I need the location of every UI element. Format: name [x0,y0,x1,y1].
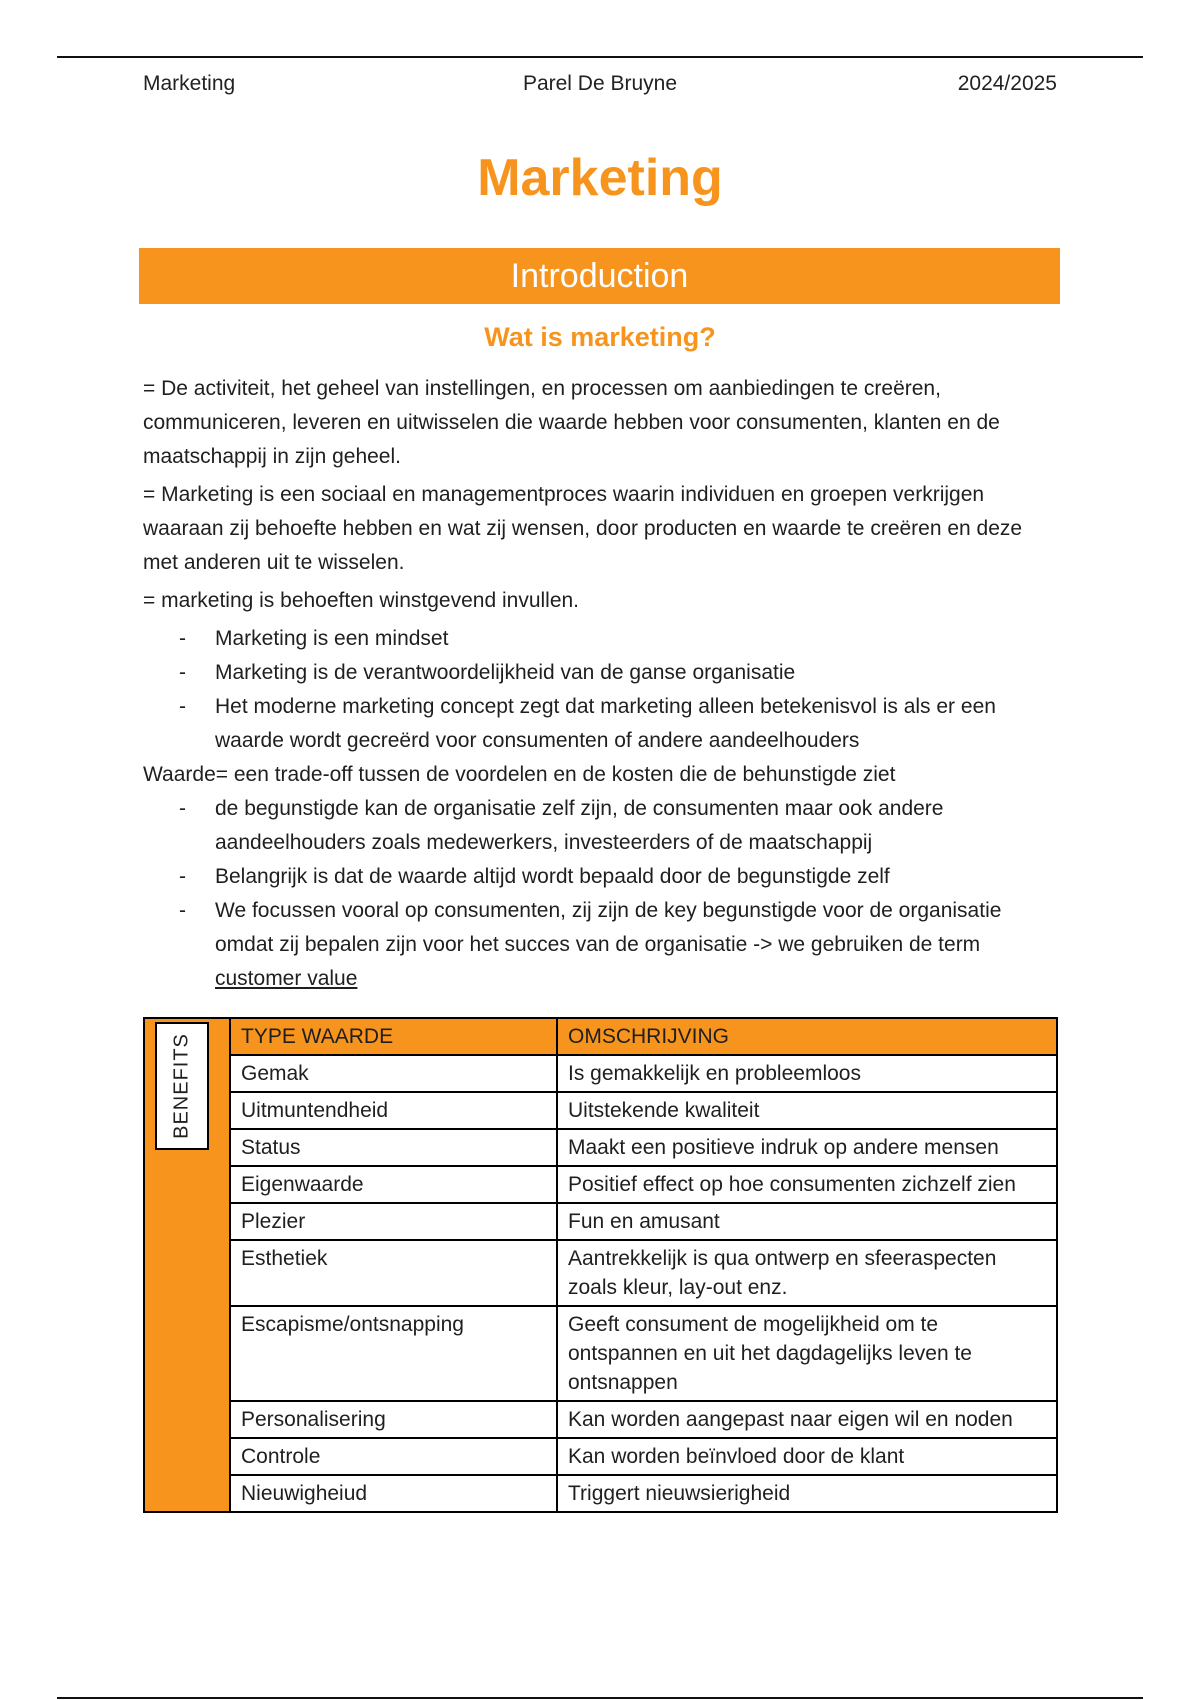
footer-rule [57,1697,1143,1699]
table-row [144,1240,1057,1306]
definition-2: = Marketing is een sociaal en managementproces waarin individuen en groepen verkrijgen waaraan zij behoefte hebben en wat zij wensen, door producten en waarde te creëren en deze met anderen uit te wisselen. [143,483,1023,574]
cell-description: Kan worden aangepast naar eigen wil en noden [557,1401,1057,1438]
header-course: Marketing [143,72,236,95]
list-item: - Het moderne marketing concept zegt dat marketing alleen betekenisvol is als er een waarde wordt gecreërd voor consumenten of andere aandeelhouders [179,695,996,752]
column-header-type: TYPE WAARDE [230,1018,557,1055]
cell-type: Nieuwigheiud [230,1475,557,1512]
benefits-label-box [155,1022,209,1150]
header-rule [57,56,1143,58]
bullet-list-2 [143,792,1058,996]
cell-description: Is gemakkelijk en probleemloos [557,1055,1057,1092]
list-item: - de begunstigde kan de organisatie zelf zijn, de consumenten maar ook andere aandeelhouders zoals medewerkers, investeerders of de maatschappij [179,797,944,854]
table-row [144,1401,1057,1438]
cell-type: Personalisering [230,1401,557,1438]
definition-3: = marketing is behoeften winstgevend invullen. [143,589,580,612]
table-row [144,1475,1057,1512]
value-types-table [143,1017,1058,1513]
cell-description: Maakt een positieve indruk op andere mensen [557,1129,1057,1166]
cell-description: Geeft consument de mogelijkheid om te ontspannen en uit het dagdagelijks leven te ontsnappen [557,1306,1057,1401]
column-header-description: OMSCHRIJVING [557,1018,1057,1055]
benefits-label: BENEFITS [170,1033,193,1139]
section-heading: Introduction [139,248,1060,304]
cell-type: Esthetiek [230,1240,557,1306]
cell-type: Controle [230,1438,557,1475]
benefits-side-cell [144,1018,230,1512]
subheading: Wat is marketing? [484,322,716,352]
customer-value-term: customer value [215,967,358,990]
cell-type: Gemak [230,1055,557,1092]
definition-1: = De activiteit, het geheel van instellingen, en processen om aanbiedingen te creëren, communiceren, leveren en uitwisselen die waarde hebben voor consumenten, klanten en de maatschappij in zijn geheel. [143,377,1000,468]
cell-type: Status [230,1129,557,1166]
table-row [144,1166,1057,1203]
cell-type: Uitmuntendheid [230,1092,557,1129]
document-body [143,372,1058,996]
table-row [144,1055,1057,1092]
cell-description: Triggert nieuwsierigheid [557,1475,1057,1512]
page-title: Marketing [477,149,723,207]
cell-type: Escapisme/ontsnapping [230,1306,557,1401]
cell-description: Fun en amusant [557,1203,1057,1240]
header-year: 2024/2025 [957,72,1057,95]
list-item: - We focussen vooral op consumenten, zij zijn de key begunstigde voor de organisatie omdat zij bepalen zijn voor het succes van de organisatie -> we gebruiken de term customer value [179,899,1002,990]
table-header-row [144,1018,1057,1055]
list-item: - Belangrijk is dat de waarde altijd wordt bepaald door de begunstigde zelf [179,865,890,888]
table-row [144,1438,1057,1475]
header-author: Parel De Bruyne [522,72,678,95]
table-row [144,1092,1057,1129]
cell-description: Positief effect op hoe consumenten zichzelf zien [557,1166,1057,1203]
list-item: - Marketing is de verantwoordelijkheid van de ganse organisatie [179,661,796,684]
list-item: - Marketing is een mindset [179,627,449,650]
bullet-list-1 [143,622,1058,758]
table-row [144,1203,1057,1240]
cell-description: Kan worden beïnvloed door de klant [557,1438,1057,1475]
table-row [144,1306,1057,1401]
value-definition: Waarde= een trade-off tussen de voordelen en de kosten die de behunstigde ziet [143,763,896,786]
cell-description: Aantrekkelijk is qua ontwerp en sfeeraspecten zoals kleur, lay-out enz. [557,1240,1057,1306]
table-row [144,1129,1057,1166]
cell-description: Uitstekende kwaliteit [557,1092,1057,1129]
cell-type: Plezier [230,1203,557,1240]
cell-type: Eigenwaarde [230,1166,557,1203]
